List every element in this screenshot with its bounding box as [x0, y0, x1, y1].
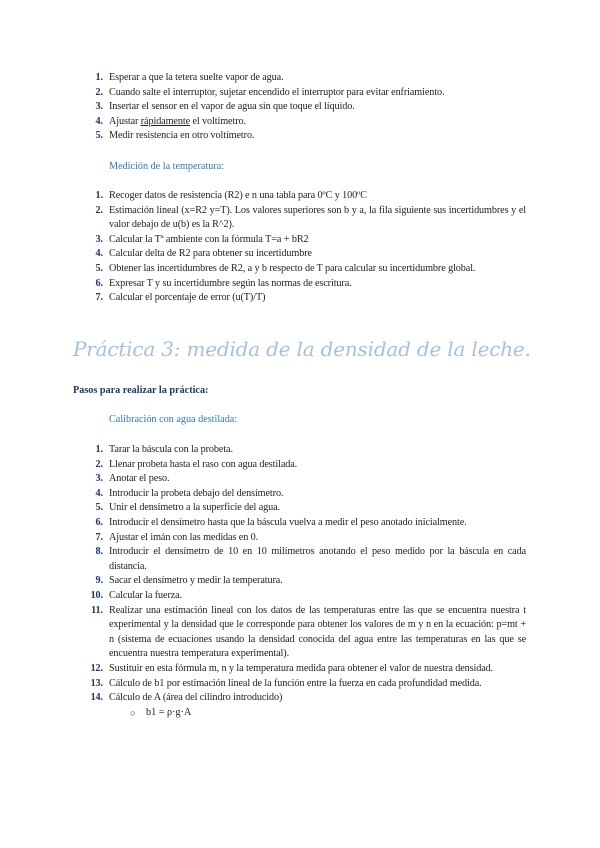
calibracion-steps-list [74, 443, 526, 706]
pasos-heading: Pasos para realizar la práctica: [73, 385, 209, 396]
list-item: 4. Ajustar rápidamente el voltímetro. [95, 115, 246, 127]
list-item: 3. Insertar el sensor en el vapor de agua sin que toque el líquido. [95, 101, 355, 113]
list-item: 1. Recoger datos de resistencia (R2) e n una tabla para 0ºC y 100ºC [95, 190, 367, 201]
list-item: 6. Expresar T y su incertidumbre según las normas de escritura. [95, 277, 352, 289]
list-item: 5. Obtener las incertidumbres de R2, a y b respecto de T para calcular su incertidumbre global. [95, 262, 476, 274]
list-item: 12. Sustituir en esta fórmula m, n y la temperatura medida para obtener el valor de nuestra densidad. [90, 662, 494, 674]
list-item: 6. Introducir el densímetro hasta que la báscula vuelva a medir el peso anotado inicialmente. [95, 516, 467, 528]
formula-text: b1 = ρ·g·A [146, 706, 192, 718]
list-item: 13. Cálculo de b1 por estimación lineal de la función entre la fuerza en cada profundidad medida. [90, 677, 482, 689]
list-item: 10. Calcular la fuerza. [90, 589, 183, 601]
list-item: 14. Cálculo de A (área del cilindro introducido) [90, 692, 283, 704]
section-title: Práctica 3: medida de la densidad de la leche. [73, 337, 531, 361]
list-item: 4. Calcular delta de R2 para obtener su incertidumbre [95, 248, 312, 260]
underlined-word: rápidamente [140, 115, 190, 127]
calibracion-section [74, 443, 526, 720]
list-item: 5. Medir resistencia en otro voltímetro. [95, 130, 255, 142]
list-item: 2. Llenar probeta hasta el raso con agua destilada. [95, 458, 298, 470]
list-item: 1. Tarar la báscula con la probeta. [95, 444, 233, 455]
list-item: 5. Unir el densímetro a la superficie del agua. [95, 502, 280, 514]
list-item: 7. Ajustar el imán con las medidas en 0. [95, 531, 259, 543]
subheading-calibracion: Calibración con agua destilada: [109, 414, 238, 425]
list-item: 3. Anotar el peso. [95, 473, 170, 485]
formula-bullet [74, 706, 526, 721]
list-item: 2. Estimación lineal (x=R2 y=T). Los valores superiores son b y a, la fila siguiente sus incertidumbres y el valor debajo de u(b) es la R^2). [95, 204, 526, 231]
list-item: 11. Realizar una estimación lineal con los datos de las temperaturas entre las que se encuentra nuestra t experimental y la densidad que le corresponde para obtener los valores de m y n en la ecuación: p=mt + n (sistema de ecuaciones usando la densidad conocida del agua entre las temperaturas en las que se encuentra nuestra temperatura experimental). [91, 604, 526, 660]
medicion-steps-list [74, 189, 526, 306]
list-item: 7. Calcular el porcentaje de error (u(T)/T) [95, 292, 266, 304]
list-item: 1. Esperar a que la tetera suelte vapor de agua. [95, 72, 284, 83]
list-item: 8. Introducir el densímetro de 10 en 10 milímetros anotando el peso medido por la báscula en cada distancia. [95, 546, 526, 572]
tetera-steps-list [74, 71, 526, 144]
subheading-medicion: Medición de la temperatura: [109, 161, 225, 172]
list-item: 9. Sacar el densímetro y medir la temperatura. [95, 575, 283, 587]
circle-bullet-icon: ○ [130, 707, 136, 718]
list-item: 3. Calcular la Tª ambiente con la fórmula T=a + bR2 [95, 233, 309, 245]
list-item: 4. Introducir la probeta debajo del densímetro. [95, 487, 284, 499]
list-item: 2. Cuando salte el interruptor, sujetar encendido el interruptor para evitar enfriamiento. [95, 86, 445, 98]
